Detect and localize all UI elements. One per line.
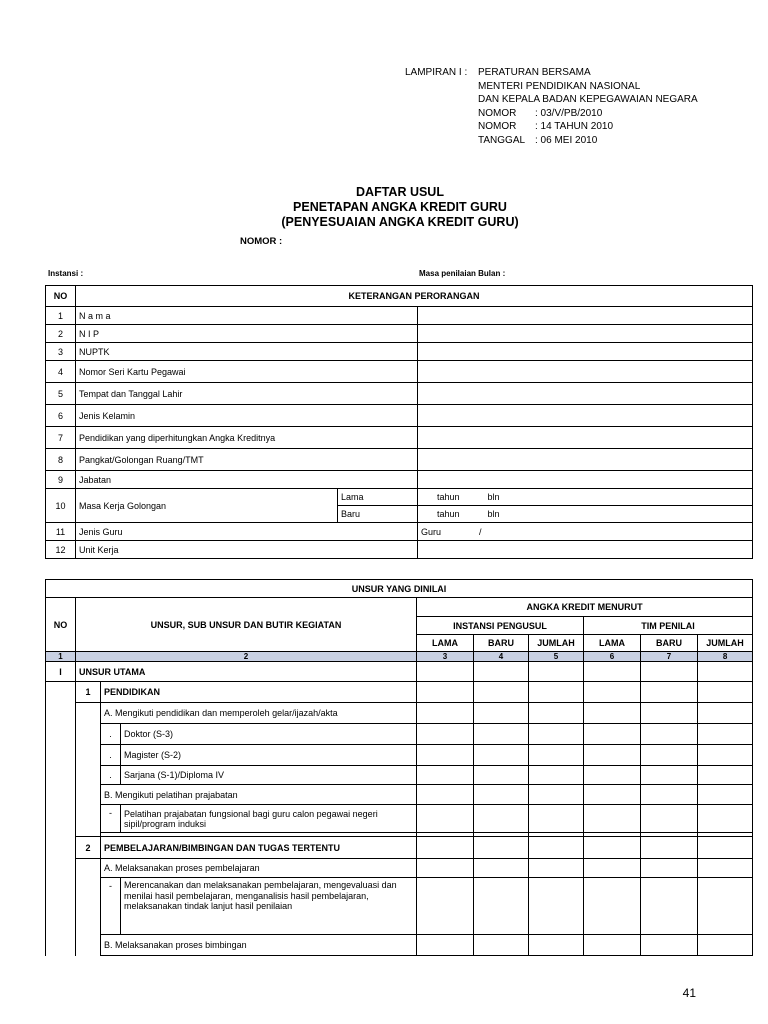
masa-penilaian-label: Masa penilaian Bulan : [419,269,506,278]
score-cell[interactable] [529,805,584,833]
row-no: 12 [46,541,76,559]
bullet: . [101,745,121,766]
score-cell[interactable] [529,859,584,878]
col-no-header: NO [46,286,76,307]
col-number: 5 [529,652,584,662]
score-cell[interactable] [698,662,753,682]
col-unsur-header: UNSUR, SUB UNSUR DAN BUTIR KEGIATAN [76,598,417,652]
row-no: 8 [46,449,76,471]
score-cell[interactable] [641,662,698,682]
score-cell[interactable] [698,837,753,859]
row-no: 4 [46,361,76,383]
score-cell[interactable] [474,837,529,859]
col-lama: LAMA [584,635,641,652]
row-no: 1 [46,307,76,325]
score-cell[interactable] [417,785,474,805]
score-cell[interactable] [641,682,698,703]
score-cell[interactable] [641,766,698,785]
value-cell[interactable] [418,405,753,427]
score-cell[interactable] [641,805,698,833]
butir-text: Mengikuti pendidikan dan memperoleh gelar/ijazah/akta [115,708,338,718]
score-cell[interactable] [417,837,474,859]
col-number: 8 [698,652,753,662]
value-cell[interactable] [418,307,753,325]
lampiran-header [405,66,698,148]
subunsur-no: 1 [76,682,101,703]
butir-text: Mengikuti pelatihan prajabatan [115,789,238,800]
unsur-title: UNSUR YANG DINILAI [46,580,753,598]
score-cell[interactable] [529,766,584,785]
col-number: 1 [46,652,76,662]
subunsur-no: 2 [76,837,101,859]
butir-letter: A. [104,708,113,718]
bln-label: bln [487,509,500,519]
butir-letter: A. [104,863,113,873]
col-number: 3 [417,652,474,662]
score-cell[interactable] [474,703,529,724]
butir-b2 [101,935,417,956]
score-cell[interactable] [417,935,474,956]
butir-a2 [101,859,417,878]
score-cell[interactable] [641,724,698,745]
tahun-label: tahun [437,509,460,519]
score-cell[interactable] [584,662,641,682]
value-cell[interactable] [418,541,753,559]
score-cell[interactable] [698,766,753,785]
bullet: . [101,724,121,745]
score-cell[interactable] [474,766,529,785]
nomor-label: NOMOR [478,107,517,119]
row-no: 10 [46,489,76,523]
col-jumlah: JUMLAH [529,635,584,652]
butir-letter: B. [104,940,113,950]
score-cell[interactable] [529,745,584,766]
butir-text: Melaksanakan proses bimbingan [115,940,247,950]
col-number: 7 [641,652,698,662]
score-cell[interactable] [474,805,529,833]
score-cell[interactable] [474,878,529,935]
masa-kerja-lama[interactable] [418,489,753,506]
score-cell[interactable] [641,935,698,956]
tanggal-label: TANGGAL [478,134,526,146]
col-number: 6 [584,652,641,662]
row-label: Pendidikan yang diperhitungkan Angka Kreditnya [76,427,418,449]
score-cell[interactable] [584,935,641,956]
col-number: 2 [76,652,417,662]
col-no-header: NO [46,598,76,652]
col-number: 4 [474,652,529,662]
row-label: Nomor Seri Kartu Pegawai [76,361,418,383]
bullet: . [101,766,121,785]
score-cell[interactable] [417,805,474,833]
score-cell[interactable] [417,682,474,703]
row-no: 9 [46,471,76,489]
pembelajaran-label: PEMBELAJARAN/BIMBINGAN DAN TUGAS TERTENTU [101,837,417,859]
score-cell[interactable] [698,785,753,805]
unsur-table [45,579,753,956]
score-cell[interactable] [417,745,474,766]
col-lama: LAMA [417,635,474,652]
score-cell[interactable] [641,785,698,805]
score-cell[interactable] [584,724,641,745]
angka-kredit-header: ANGKA KREDIT MENURUT [417,598,753,617]
score-cell[interactable] [698,724,753,745]
score-cell[interactable] [698,859,753,878]
butir-doktor: Doktor (S-3) [121,724,417,745]
value-cell[interactable] [418,383,753,405]
col-baru: BARU [641,635,698,652]
score-cell[interactable] [529,837,584,859]
score-cell[interactable] [584,703,641,724]
value-cell[interactable] [418,427,753,449]
score-cell[interactable] [584,745,641,766]
score-cell[interactable] [584,805,641,833]
butir-magister: Magister (S-2) [121,745,417,766]
score-cell[interactable] [529,724,584,745]
tanggal-value: : 06 MEI 2010 [535,134,598,146]
score-cell[interactable] [474,745,529,766]
header-line: DAN KEPALA BADAN KEPEGAWAIAN NEGARA [478,94,698,106]
header-line: PERATURAN BERSAMA [478,67,591,78]
score-cell[interactable] [529,682,584,703]
score-cell[interactable] [417,724,474,745]
score-cell[interactable] [584,785,641,805]
row-label: N I P [76,325,418,343]
score-cell[interactable] [474,682,529,703]
butir-text: Melaksanakan proses pembelajaran [115,863,260,873]
jenis-guru-value[interactable] [418,523,753,541]
butir-sarjana: Sarjana (S-1)/Diploma IV [121,766,417,785]
score-cell[interactable] [474,859,529,878]
value-cell[interactable] [418,471,753,489]
score-cell[interactable] [474,662,529,682]
bullet: - [101,878,121,935]
masa-kerja-baru[interactable] [418,506,753,523]
score-cell[interactable] [698,682,753,703]
row-label: Masa Kerja Golongan [76,489,338,523]
score-cell[interactable] [584,878,641,935]
butir-pelatihan: Pelatihan prajabatan fungsional bagi guru calon pegawai negeri sipil/program induksi [121,805,417,833]
col-keterangan-header: KETERANGAN PERORANGAN [76,286,753,307]
row-label: Unit Kerja [76,541,418,559]
page-number: 41 [682,986,696,1000]
doc-title-2: PENETAPAN ANGKA KREDIT GURU [293,200,507,214]
score-cell[interactable] [641,745,698,766]
score-cell[interactable] [698,878,753,935]
value-cell[interactable] [418,343,753,361]
score-cell[interactable] [584,837,641,859]
nomor-value: : 14 TAHUN 2010 [535,121,614,133]
row-label: Jabatan [76,471,418,489]
lama-label: Lama [338,489,418,506]
score-cell[interactable] [698,805,753,833]
score-cell[interactable] [417,859,474,878]
score-cell[interactable] [529,703,584,724]
row-label: NUPTK [76,343,418,361]
score-cell[interactable] [641,837,698,859]
lampiran-label: LAMPIRAN I : [405,67,468,78]
tim-penilai-header: TIM PENILAI [584,617,753,635]
doc-title-3: (PENYESUAIAN ANGKA KREDIT GURU) [281,215,519,229]
row-no: 3 [46,343,76,361]
instansi-label: Instansi : [48,269,84,278]
nomor-title: NOMOR : [240,236,283,247]
row-no: 5 [46,383,76,405]
score-cell[interactable] [529,662,584,682]
doc-title-1: DAFTAR USUL [356,185,444,199]
row-no: 6 [46,405,76,427]
col-jumlah: JUMLAH [698,635,753,652]
score-cell[interactable] [474,785,529,805]
instansi-pengusul-header: INSTANSI PENGUSUL [417,617,584,635]
guru-slash: / [479,526,482,537]
score-cell[interactable] [698,935,753,956]
score-cell[interactable] [417,703,474,724]
value-cell[interactable] [418,325,753,343]
nomor-label: NOMOR [478,121,517,133]
row-label: Jenis Guru [76,523,418,541]
personal-info-table [45,285,753,559]
score-cell[interactable] [584,766,641,785]
guru-label: Guru [421,526,442,537]
row-no: 7 [46,427,76,449]
row-no: 11 [46,523,76,541]
bln-label: bln [487,492,500,502]
value-cell[interactable] [418,449,753,471]
score-cell[interactable] [584,859,641,878]
baru-label: Baru [338,506,418,523]
row-label: Jenis Kelamin [76,405,418,427]
score-cell[interactable] [474,724,529,745]
row-label: Tempat dan Tanggal Lahir [76,383,418,405]
score-cell[interactable] [698,703,753,724]
score-cell[interactable] [417,766,474,785]
score-cell[interactable] [641,878,698,935]
score-cell[interactable] [417,878,474,935]
score-cell[interactable] [474,935,529,956]
score-cell[interactable] [529,785,584,805]
header-line: MENTERI PENDIDIKAN NASIONAL [478,80,641,92]
butir-letter: B. [104,789,113,800]
score-cell[interactable] [584,682,641,703]
score-cell[interactable] [641,703,698,724]
score-cell[interactable] [641,859,698,878]
butir-merencanakan: Merencanakan dan melaksanakan pembelajaran, mengevaluasi dan menilai hasil pembelajaran, menganalisis hasil pembelajaran, melaksanakan tindak lanjut hasil penilaian [121,878,417,935]
value-cell[interactable] [418,361,753,383]
pendidikan-label: PENDIDIKAN [101,682,417,703]
tahun-label: tahun [437,492,460,502]
score-cell[interactable] [417,662,474,682]
butir-b [101,785,417,805]
unsur-roman: I [46,662,76,682]
row-no: 2 [46,325,76,343]
nomor-value: : 03/V/PB/2010 [535,107,603,119]
butir-a [101,703,417,724]
bullet: - [101,805,121,833]
row-label: Pangkat/Golongan Ruang/TMT [76,449,418,471]
score-cell[interactable] [529,878,584,935]
unsur-utama-label: UNSUR UTAMA [76,662,417,682]
col-baru: BARU [474,635,529,652]
row-label: N a m a [76,307,418,325]
score-cell[interactable] [698,745,753,766]
score-cell[interactable] [529,935,584,956]
